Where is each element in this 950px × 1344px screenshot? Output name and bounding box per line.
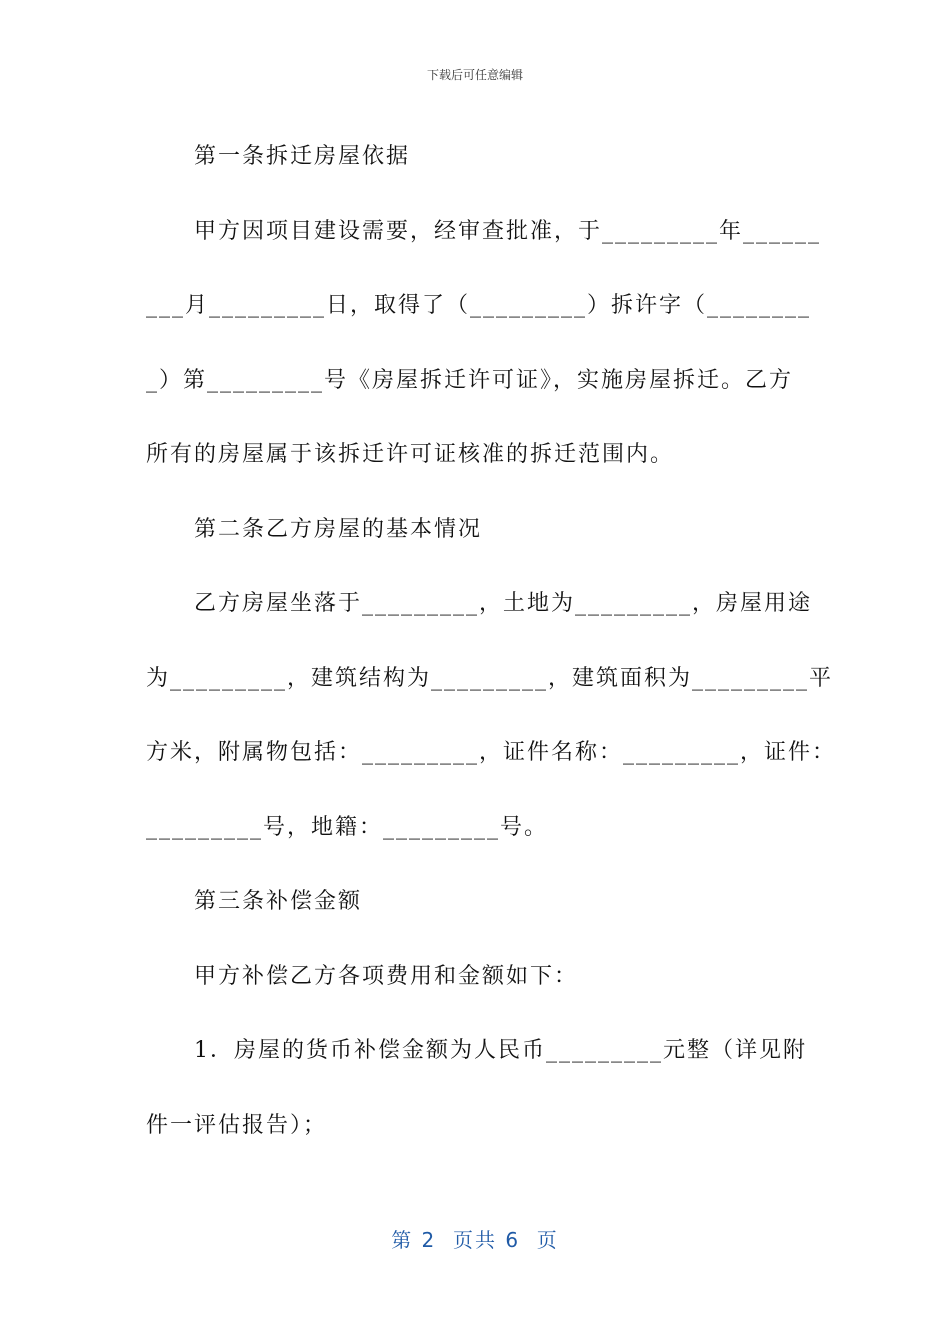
section-heading-1: 第一条拆迁房屋依据 <box>194 144 411 169</box>
page-header-note: 下载后可任意编辑 <box>426 68 523 82</box>
page-number-label: 第 2 页共 6 页 <box>391 1228 559 1252</box>
paragraph-line: 甲方因项目建设需要，经审查批准，于_________年______ <box>194 218 822 244</box>
section-heading-2: 第二条乙方房屋的基本情况 <box>194 516 483 542</box>
paragraph-line: 方米，附属物包括：_________，证件名称：_________，证件： <box>146 740 837 765</box>
paragraph-line: 甲方补偿乙方各项费用和金额如下： <box>194 963 579 989</box>
paragraph-line: 所有的房屋属于该拆迁许可证核准的拆迁范围内。 <box>146 442 675 467</box>
paragraph-line: ___月_________日，取得了（_________）拆许字（________ <box>146 293 812 318</box>
page-number-footer <box>0 1224 950 1253</box>
list-item-line: 件一评估报告）； <box>146 1112 328 1138</box>
document-body <box>146 120 837 1163</box>
paragraph-line: _________号，地籍：_________号。 <box>146 814 549 840</box>
paragraph-line: 为_________，建筑结构为_________，建筑面积为_________平 <box>146 665 834 691</box>
paragraph-line: _）第_________号《房屋拆迁许可证》，实施房屋拆迁。乙方 <box>146 367 794 393</box>
list-item-line: 1．房屋的货币补偿金额为人民币_________元整（详见附 <box>194 1038 807 1063</box>
paragraph-line: 乙方房屋坐落于_________，土地为_________，房屋用途 <box>194 591 813 616</box>
section-heading-3: 第三条补偿金额 <box>194 889 363 914</box>
